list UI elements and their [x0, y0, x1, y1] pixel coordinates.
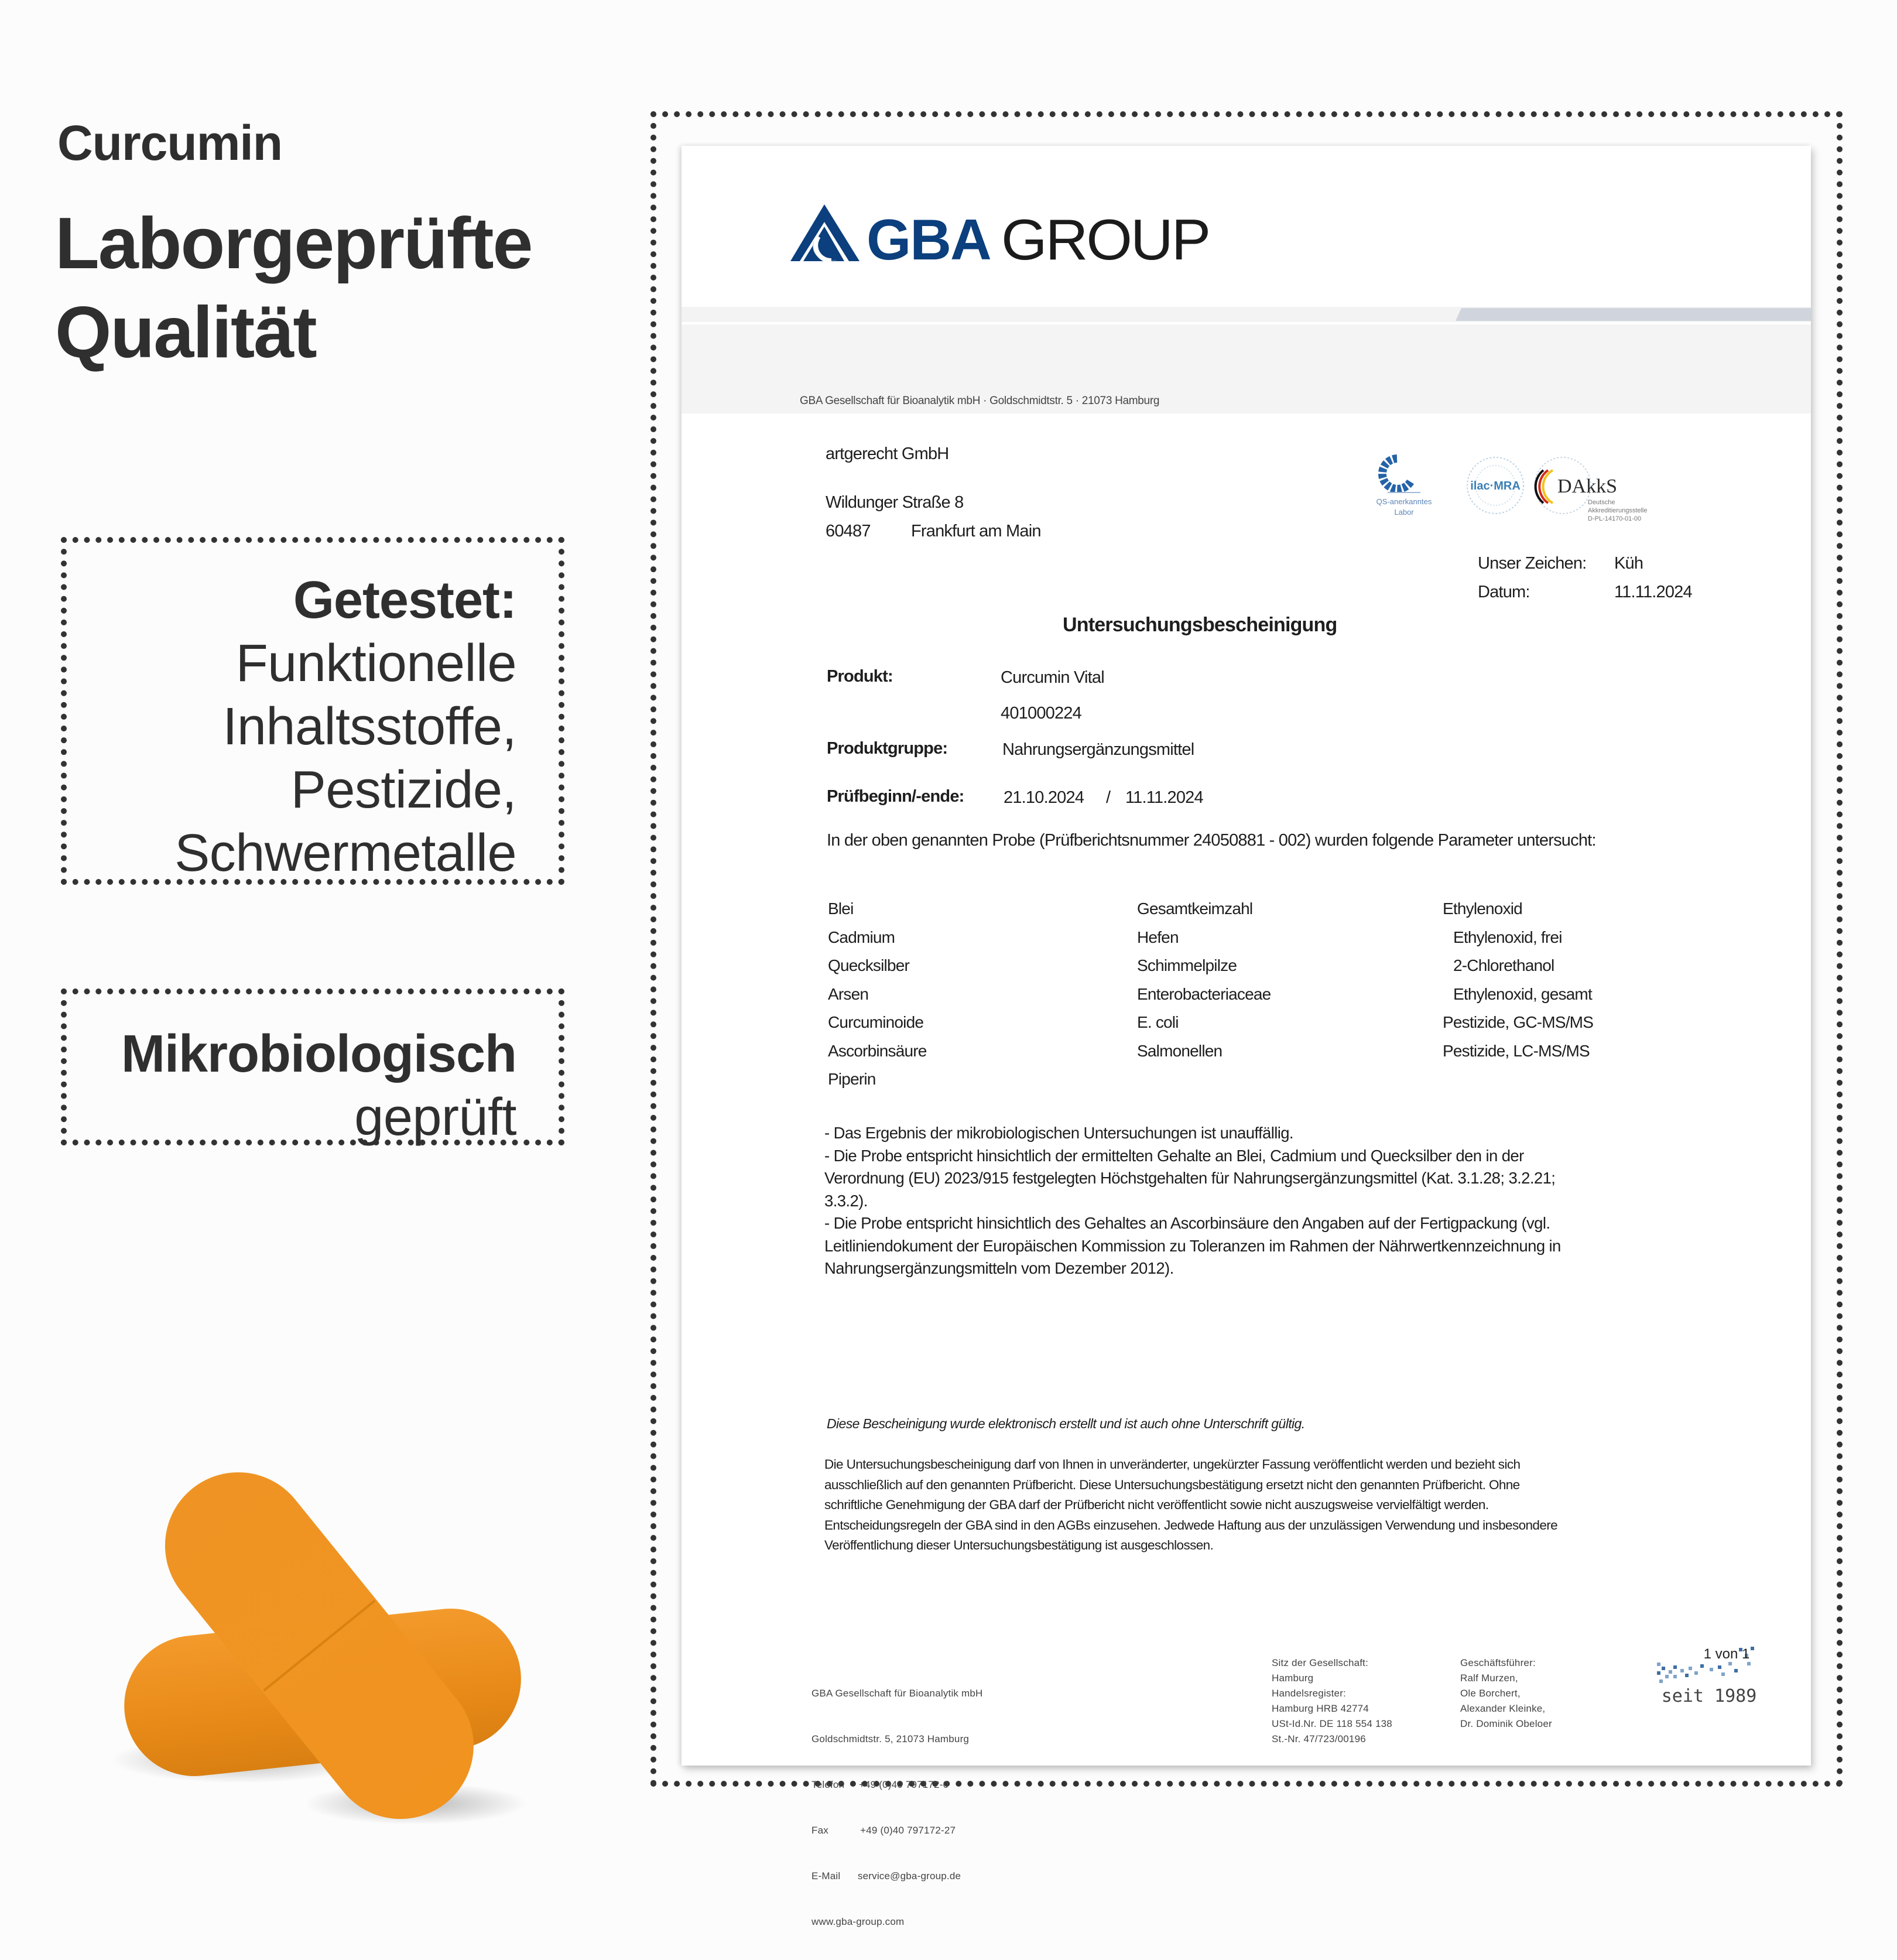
page-headline	[55, 199, 532, 377]
parameter-item: Ethylenoxid	[1443, 899, 1522, 918]
test-period-label: Prüfbeginn/-ende:	[827, 787, 964, 806]
result-line: Nahrungsergänzungsmitteln vom Dezember 2012).	[824, 1259, 1174, 1277]
recipient-company: artgerecht GmbH	[826, 444, 949, 463]
result-line: Verordnung (EU) 2023/915 festgelegten Höchstgehalten für Nahrungsergänzungsmittel (Kat. 3.1.28; 3.2.21;	[824, 1169, 1556, 1187]
dakks-logo-icon	[1535, 457, 1648, 522]
footer-line: St.-Nr. 47/723/00196	[1272, 1733, 1366, 1744]
parameter-item: Hefen	[1137, 928, 1179, 946]
result-line: Leitliniendokument der Europäischen Kommission zu Toleranzen im Rahmen der Nährwertkennzeichnung in	[824, 1236, 1561, 1255]
parameter-item: Cadmium	[828, 928, 895, 946]
tested-box	[61, 537, 564, 885]
footer-line: Ole Borchert,	[1460, 1688, 1521, 1699]
footer-line: Dr. Dominik Obeloer	[1460, 1718, 1552, 1729]
tested-line: Funktionelle	[235, 634, 516, 693]
group-wordmark: GROUP	[1001, 207, 1209, 272]
parameter-item: Piperin	[828, 1070, 876, 1088]
micro-subtitle: geprüft	[354, 1088, 516, 1147]
product-group-value: Nahrungsergänzungsmittel	[1002, 740, 1194, 759]
footer-management-info	[1460, 1655, 1552, 1732]
micro-box	[61, 988, 564, 1145]
electronic-signature-note: Diese Bescheinigung wurde elektronisch erstellt und ist auch ohne Unterschrift gültig.	[827, 1416, 1305, 1431]
parameters-column-contaminants	[1443, 899, 1593, 1070]
tested-line: Inhaltsstoffe,	[222, 697, 516, 756]
qs-logo-icon	[1376, 459, 1432, 516]
product-number: 401000224	[1001, 704, 1081, 723]
footer-line: Hamburg	[1272, 1672, 1314, 1684]
footer-line: Goldschmidtstr. 5, 21073 Hamburg	[811, 1733, 970, 1744]
our-sign-label: Unser Zeichen:	[1478, 554, 1587, 573]
svg-text:DAkkS: DAkkS	[1557, 476, 1618, 497]
parameter-item: Quecksilber	[828, 956, 910, 974]
disclaimer-line: ausschließlich auf den genannten Prüfbericht. Diese Untersuchungsbestätigung ersetzt nicht den genannten Prüfbericht. Ohne	[824, 1477, 1520, 1492]
page-indicator: 1 von 1	[1703, 1646, 1750, 1662]
result-line: - Die Probe entspricht hinsichtlich der ermittelten Gehalte an Blei, Cadmium und Quecksilber den in der	[824, 1146, 1524, 1165]
footer-line: GBA Gesellschaft für Bioanalytik mbH	[811, 1688, 983, 1699]
anniversary-mark-icon	[1653, 1636, 1765, 1712]
lab-certificate-document	[682, 146, 1811, 1927]
recipient-street: Wildunger Straße 8	[826, 493, 964, 512]
parameter-item: Ethylenoxid, frei	[1453, 928, 1562, 946]
parameter-item: Pestizide, LC-MS/MS	[1443, 1041, 1590, 1060]
footer-line: Ralf Murzen,	[1460, 1672, 1518, 1684]
footer-line: Telefon +49 (0)40 797172-0	[811, 1779, 949, 1790]
micro-box-content	[121, 1022, 516, 1149]
our-sign-value: Küh	[1614, 554, 1643, 573]
sender-address-line: GBA Gesellschaft für Bioanalytik mbH · Goldschmidtstr. 5 · 21073 Hamburg	[800, 395, 1160, 407]
recipient-city: Frankfurt am Main	[911, 522, 1041, 541]
footer-line: Hamburg HRB 42774	[1272, 1703, 1369, 1714]
results-text	[824, 1122, 1561, 1280]
headline-line-1: Laborgeprüfte	[55, 203, 532, 284]
svg-text:Labor: Labor	[1394, 508, 1414, 516]
svg-text:D-PL-14170-01-00: D-PL-14170-01-00	[1588, 515, 1642, 522]
svg-text:Akkreditierungsstelle: Akkreditierungsstelle	[1588, 507, 1648, 514]
tested-box-content	[174, 569, 516, 885]
parameter-item: Salmonellen	[1137, 1041, 1223, 1060]
headline-line-2: Qualität	[55, 292, 316, 373]
disclaimer-line: Veröffentlichung dieser Untersuchungsbestätigung ist ausgeschlossen.	[824, 1538, 1214, 1552]
disclaimer-line: schriftliche Genehmigung der GBA darf der Prüfbericht nicht veröffentlicht sowie nicht auszugsweise vervielfältigt werden.	[824, 1497, 1489, 1512]
ilac-mra-logo-icon	[1467, 457, 1523, 514]
parameter-item: Schimmelpilze	[1137, 956, 1237, 974]
footer-line: Handelsregister:	[1272, 1688, 1346, 1699]
result-line: - Das Ergebnis der mikrobiologischen Untersuchungen ist unauffällig.	[824, 1124, 1293, 1142]
parameter-item: Pestizide, GC-MS/MS	[1443, 1013, 1594, 1031]
parameters-column-metals	[828, 899, 927, 1099]
recipient-zip: 60487	[826, 522, 871, 541]
micro-title: Mikrobiologisch	[121, 1025, 516, 1083]
test-period-start: 21.10.2024	[1004, 788, 1084, 807]
footer-line: Fax +49 (0)40 797172-27	[811, 1825, 956, 1836]
product-label: Produkt:	[827, 667, 893, 686]
svg-text:QS-anerkanntes: QS-anerkanntes	[1376, 497, 1432, 506]
svg-text:ilac·MRA: ilac·MRA	[1470, 480, 1521, 492]
parameter-item: Ethylenoxid, gesamt	[1453, 984, 1592, 1003]
gba-group-logo	[790, 204, 1212, 272]
parameter-item: Arsen	[828, 984, 869, 1003]
date-label: Datum:	[1478, 583, 1530, 601]
gba-wordmark: GBA	[867, 207, 991, 272]
tested-title: Getestet:	[293, 571, 516, 630]
footer-line: Alexander Kleinke,	[1460, 1703, 1546, 1714]
parameter-item: Blei	[828, 899, 854, 918]
parameter-item: Gesamtkeimzahl	[1137, 899, 1253, 918]
footer-line: Sitz der Gesellschaft:	[1272, 1657, 1369, 1668]
product-name: Curcumin Vital	[1001, 668, 1104, 687]
tested-line: Schwermetalle	[174, 824, 516, 882]
header-band-accent	[1456, 308, 1811, 321]
footer-registry-info	[1272, 1655, 1392, 1747]
tested-line: Pestizide,	[290, 761, 516, 819]
product-group-label: Produktgruppe:	[827, 739, 948, 758]
footer-link-website[interactable]: www.gba-group.com	[811, 1916, 905, 1927]
disclaimer-text	[824, 1455, 1557, 1556]
disclaimer-line: Die Untersuchungsbescheinigung darf von Ihnen in unveränderter, ungekürzter Fassung veröffentlicht werden und bezieht sich	[824, 1457, 1521, 1472]
capsules-image	[88, 1417, 556, 1839]
parameter-item: 2-Chlorethanol	[1453, 956, 1554, 974]
parameter-item: Ascorbinsäure	[828, 1041, 927, 1060]
test-period-end: 11.11.2024	[1125, 788, 1203, 807]
accreditation-logos	[1355, 450, 1683, 532]
product-eyebrow: Curcumin	[57, 115, 283, 170]
parameter-item: Enterobacteriaceae	[1137, 984, 1271, 1003]
parameters-intro: In der oben genannten Probe (Prüfberichtsnummer 24050881 - 002) wurden folgende Parameter untersucht:	[827, 831, 1596, 850]
footer-company-info	[811, 1655, 983, 1960]
date-value: 11.11.2024	[1614, 583, 1692, 601]
disclaimer-line: Entscheidungsregeln der GBA sind in den AGBs einzusehen. Jedwede Haftung aus der unzulässigen Verwendung und insbesondere	[824, 1517, 1558, 1533]
document-title: Untersuchungsbescheinigung	[1063, 614, 1337, 636]
footer-line: E-Mail service@gba-group.de	[811, 1870, 961, 1882]
parameter-item: Curcuminoide	[828, 1013, 924, 1031]
footer-line: USt-Id.Nr. DE 118 554 138	[1272, 1718, 1392, 1729]
svg-text:Deutsche: Deutsche	[1588, 499, 1615, 506]
test-period-separator: /	[1106, 788, 1111, 807]
result-line: 3.3.2).	[824, 1191, 868, 1210]
footer-line: Geschäftsführer:	[1460, 1657, 1536, 1668]
since-label: seit 1989	[1661, 1686, 1757, 1706]
result-line: - Die Probe entspricht hinsichtlich des Gehaltes an Ascorbinsäure den Angaben auf der Fertigpackung (vgl.	[824, 1214, 1550, 1232]
parameter-item: E. coli	[1137, 1013, 1179, 1031]
parameters-column-microbiology	[1137, 899, 1271, 1070]
